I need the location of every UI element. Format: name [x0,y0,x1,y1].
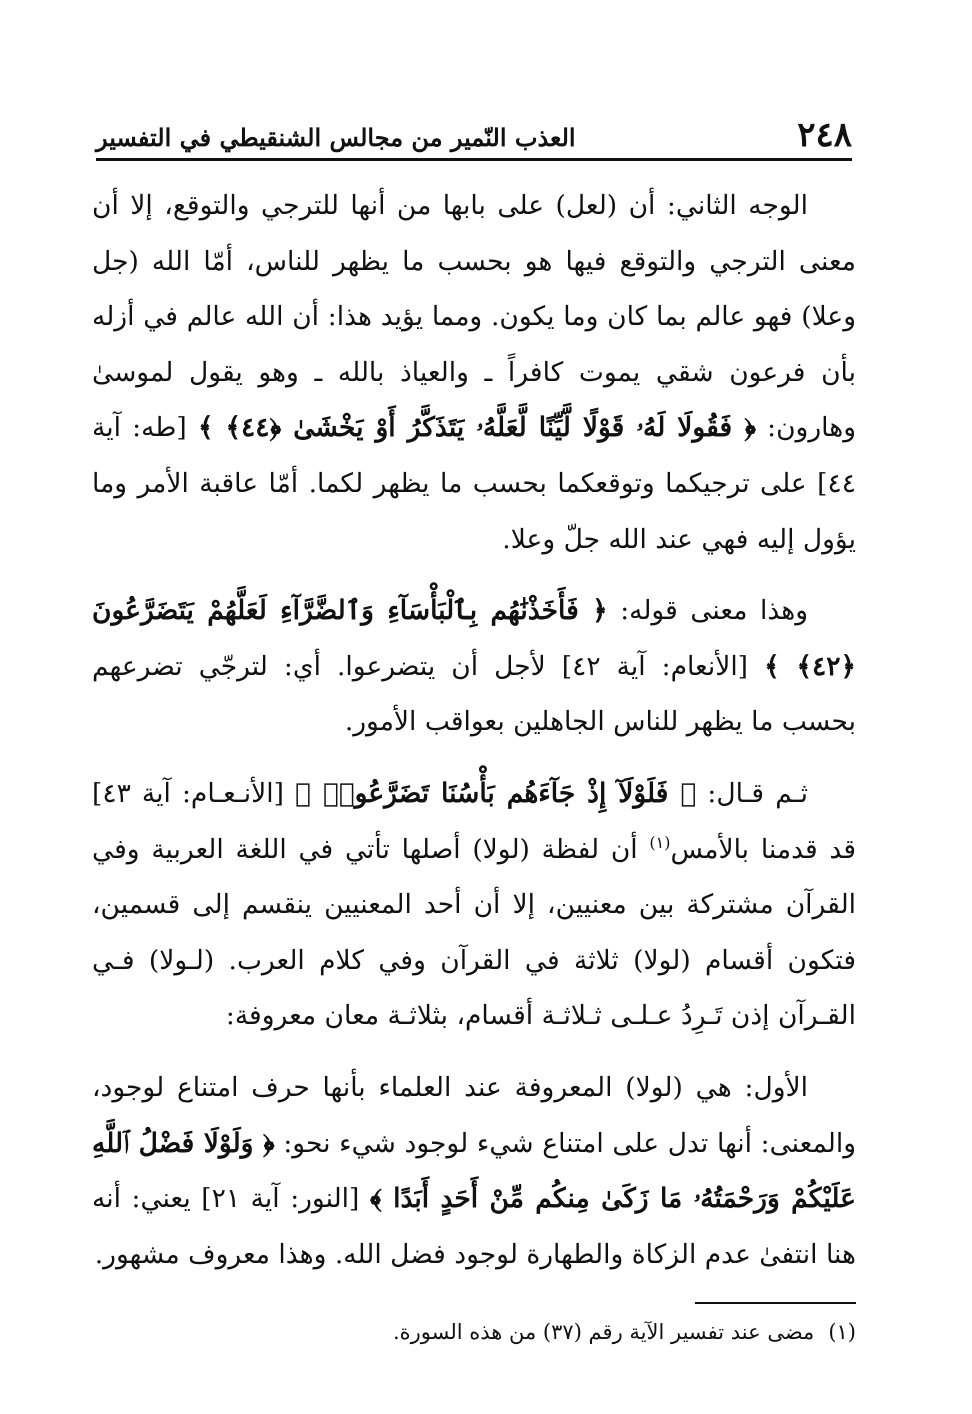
footnote-text: مضى عند تفسير الآية رقم (٣٧) من هذه السورة. [392,1320,815,1344]
footnote-divider [695,1302,856,1304]
paragraph-4 [92,1060,856,1282]
paragraph-1-text-a: الوجه الثاني: أن (لعل) على بابها من أنها للترجي والتوقع، إلا أن معنى الترجي والتوقع فيها هو بحسب ما يظهر للناس، أمّا الله (جل وعلا) فهو عالم بما كان وما يكون. ومما يؤيد هذا: أن الله عالم في أزله بأن فرعون شقي يموت كافراً ـ والعياذ بالله ـ وهو يقول لموسىٰ وهارون: [92,190,856,444]
page-number: ٢٤٨ [797,115,852,155]
paragraph-1 [92,178,856,567]
running-title: العذب النّمير من مجالس الشنقيطي في التفسير [96,123,576,152]
main-text [92,178,856,1298]
quran-verse-anam-42: ﴿ فَأَخَذْنَٰهُم بِٱلْبَأْسَآءِ وَٱلضَّرَّآءِ لَعَلَّهُمْ يَتَضَرَّعُونَ ﴿٤٢﴾ ﴾ [92,595,856,682]
quran-verse-anam-43: ﴿ فَلَوْلَآ إِذْ جَآءَهُم بَأْسُنَا تَضَرَّعُوا۟ ﴾ [295,777,697,809]
paragraph-3-text-c: أن لفظة (لولا) أصلها تأتي في اللغة العربية وفي القرآن مشتركة بين معنيين، إلا أن أحد المعنيين ينقسم إلى قسمين، فتكون أقسام (لولا) ثلاثة في القرآن وفي كلام العرب. (لـولا) فـي القـرآن إذن تَـرِدُ عـلـى ثـلاثـة أقسام، بثلاثـة معان معروفة: [92,833,856,1032]
footnote [300,1316,856,1348]
paragraph-2-text-a: وهذا معنى قوله: [607,595,808,627]
paragraph-1-text-b: [طه: آية ٤٤] على ترجيكما وتوقعكما بحسب ما يظهر لكما. أمّا عاقبة الأمر وما يؤول إليه فهي عند الله جلّ وعلا. [92,412,856,555]
paragraph-2 [92,583,856,750]
footnote-number: (١) [828,1320,856,1344]
paragraph-3-text-a: ثـم قـال: [696,777,808,809]
quran-verse-nur-21: ﴿ وَلَوْلَا فَضْلُ ٱللَّهِ عَلَيْكُمْ وَرَحْمَتُهُۥ مَا زَكَىٰ مِنكُم مِّنْ أَحَدٍ أَبَدًا ﴾ [92,1127,856,1215]
footnote-reference[interactable]: (١) [649,832,671,852]
paragraph-2-text-b: [الأنعام: آية ٤٢] لأجل أن يتضرعوا. أي: لترجّي تضرعهم بحسب ما يظهر للناس الجاهلين بعواقب الأمور. [92,650,856,738]
quran-verse-taha-44: ﴿ فَقُولَا لَهُۥ قَوْلًا لَّيِّنًا لَّعَلَّهُۥ يَتَذَكَّرُ أَوْ يَخْشَىٰ ﴿٤٤﴾ ﴾ [197,412,756,444]
paragraph-4-text-b: [النور: آية ٢١] يعني: أنه هنا انتفىٰ عدم الزكاة والطهارة لوجود فضل الله. وهذا معروف مشهور. [92,1183,856,1270]
paragraph-4-text-a: الأول: هي (لولا) المعروفة عند العلماء بأنها حرف امتناع لوجود، والمعنى: أنها تدل على امتناع شيء لوجود شيء نحو: [92,1071,856,1159]
paragraph-3 [92,766,856,1044]
paragraph-3-text-b: [الأنـعـام: آية ٤٣] قد قدمنا بالأمس [92,777,856,865]
page-header [96,108,852,161]
